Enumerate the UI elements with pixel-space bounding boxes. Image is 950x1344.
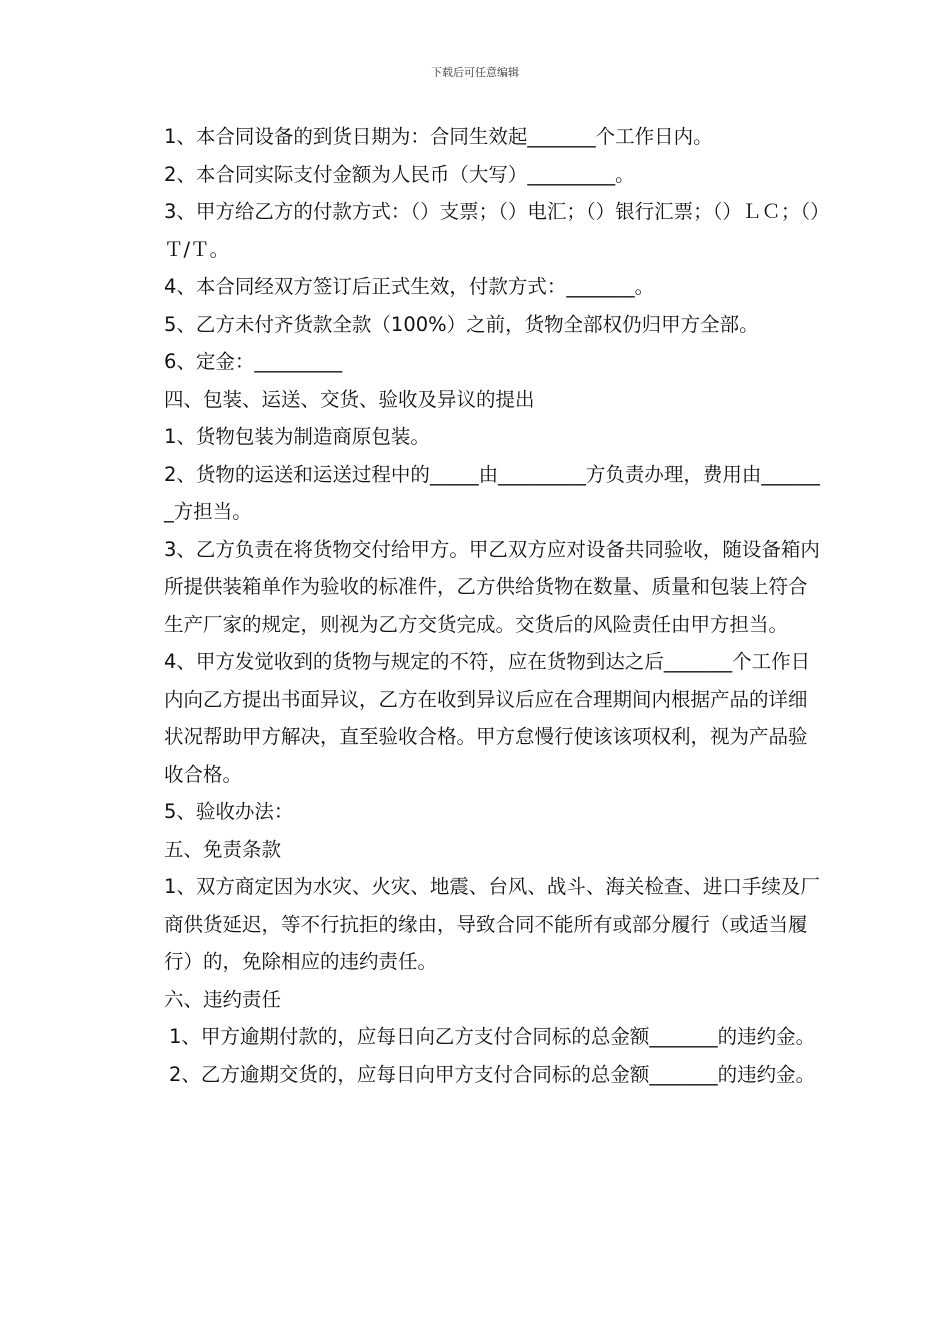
clause-4: 4、本合同经双方签订后正式生效，付款方式：_______。 <box>164 275 655 298</box>
page-header: 下载后可任意编辑 <box>431 66 519 79</box>
clause-2: 2、本合同实际支付金额为人民币（大写）_________。 <box>164 162 635 186</box>
section-4-clause-5: 5、验收办法： <box>164 800 294 823</box>
section-6-clause-2: 2、乙方逾期交货的，应每日向甲方支付合同标的总金额_______的违约金。 <box>169 1062 816 1086</box>
section-4-clause-3: 3、乙方负责在将货物交付给甲方。甲乙双方应对设备共同验收，随设备箱内所提供装箱单作为验收的标准件，乙方供给货物在数量、质量和包装上符合生产厂家的规定，则视为乙方交货完成。交货后的风险责任由甲方担当。 <box>164 537 820 636</box>
document-body <box>145 118 825 1093</box>
section-heading-6: 六、违约责任 <box>164 987 282 1011</box>
section-5-clause-1: 1、双方商定因为水灾、火灾、地震、台风、战斗、海关检查、进口手续及厂商供货延迟，等不行抗拒的缘由，导致合同不能所有或部分履行（或适当履行）的，免除相应的违约责任。 <box>164 875 820 973</box>
section-heading-5: 五、免责条款 <box>164 837 282 861</box>
section-4-clause-2: 2、货物的运送和运送过程中的_____由_________方负责办理，费用由_______方担当。 <box>164 462 820 523</box>
section-4-clause-4: 4、甲方发觉收到的货物与规定的不符，应在货物到达之后_______个工作日内向乙方提出书面异议，乙方在收到异议后应在合理期间内根据产品的详细状况帮助甲方解决，直至验收合格。甲方怠慢行使该该项权利，视为产品验收合格。 <box>164 650 811 786</box>
section-heading-4: 四、包装、运送、交货、验收及异议的提出 <box>164 387 535 411</box>
clause-3: 3、甲方给乙方的付款方式：（）支票；（）电汇；（）银行汇票；（）ＬＣ；（）Ｔ/Ｔ。 <box>164 200 820 261</box>
clause-6: 6、定金：_________ <box>164 350 343 373</box>
clause-5: 5、乙方未付齐货款全款（100%）之前，货物全部权仍归甲方全部。 <box>164 312 759 336</box>
section-4-clause-1: 1、货物包装为制造商原包装。 <box>164 425 430 448</box>
section-6-clause-1: 1、甲方逾期付款的，应每日向乙方支付合同标的总金额_______的违约金。 <box>169 1025 816 1048</box>
clause-1: 1、本合同设备的到货日期为：合同生效起_______个工作日内。 <box>164 125 713 148</box>
